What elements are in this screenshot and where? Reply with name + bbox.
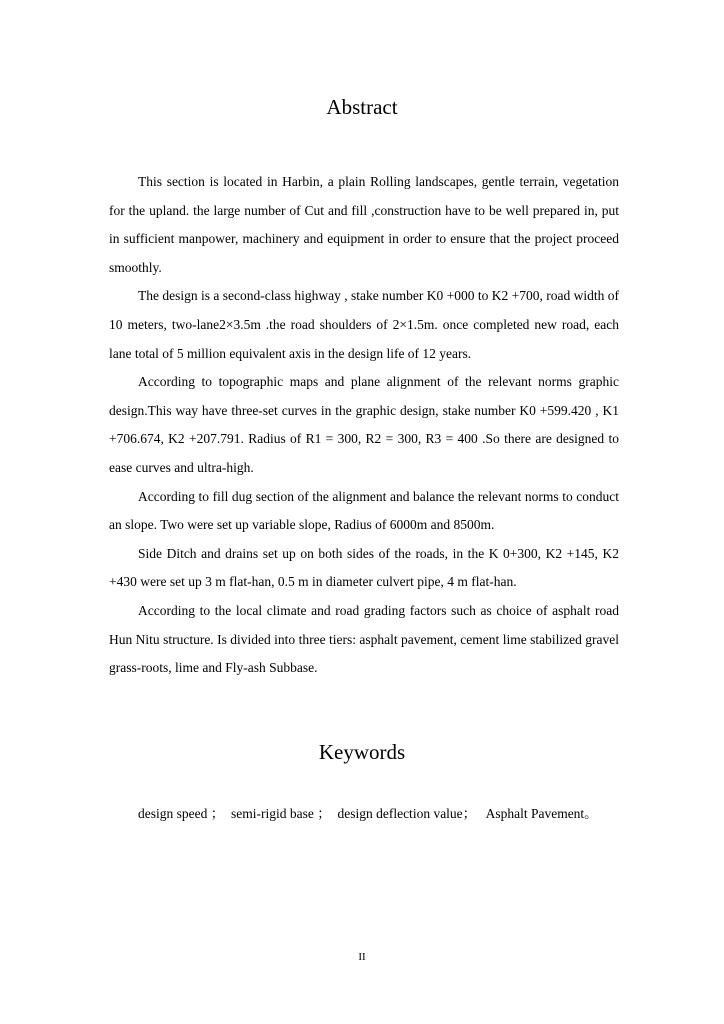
abstract-body: [109, 168, 619, 683]
keywords-list: [138, 805, 598, 823]
keyword-item: semi-rigid base ；: [230, 806, 331, 821]
keywords-title: Keywords: [318, 740, 406, 764]
abstract-paragraph: According to fill dug section of the alignment and balance the relevant norms to conduct an slope. Two were set up variable slope, Radius of 6000m and 8500m.: [109, 488, 619, 533]
abstract-paragraph: Side Ditch and drains set up on both sides of the roads, in the K 0+300, K2 +145, K2 +430 were set up 3 m flat-han, 0.5 m in diameter culvert pipe, 4 m flat-han.: [109, 545, 619, 590]
page-number: II: [358, 951, 366, 963]
abstract-title: Abstract: [326, 95, 398, 119]
keyword-item: Asphalt Pavement。: [485, 806, 598, 821]
abstract-paragraph: According to topographic maps and plane alignment of the relevant norms graphic design.This way have three-set curves in the graphic design, stake number K0 +599.420 , K1 +706.674, K2 +207.791. Radius of R1 = 300, R2 = 300, R3 = 400 .So there are designed to ease curves and ultra-high.: [109, 374, 619, 475]
abstract-paragraph: According to the local climate and road grading factors such as choice of asphalt road Hun Nitu structure. Is divided into three tiers: asphalt pavement, cement lime stabilized gravel grass-roots, lime and Fly-ash Subbase.: [109, 602, 619, 676]
keyword-item: design deflection value；: [337, 806, 477, 821]
abstract-paragraph: This section is located in Harbin, a plain Rolling landscapes, gentle terrain, vegetation for the upland. the large number of Cut and fill ,construction have to be well prepared in, put in sufficient manpower, machinery and equipment in order to ensure that the project proceed smoothly.: [109, 174, 619, 275]
abstract-paragraph: The design is a second-class highway , stake number K0 +000 to K2 +700, road width of 10 meters, two-lane2×3.5m .the road shoulders of 2×1.5m. once completed new road, each lane total of 5 million equivalent axis in the design life of 12 years.: [109, 288, 619, 361]
keyword-item: design speed ；: [138, 806, 225, 821]
